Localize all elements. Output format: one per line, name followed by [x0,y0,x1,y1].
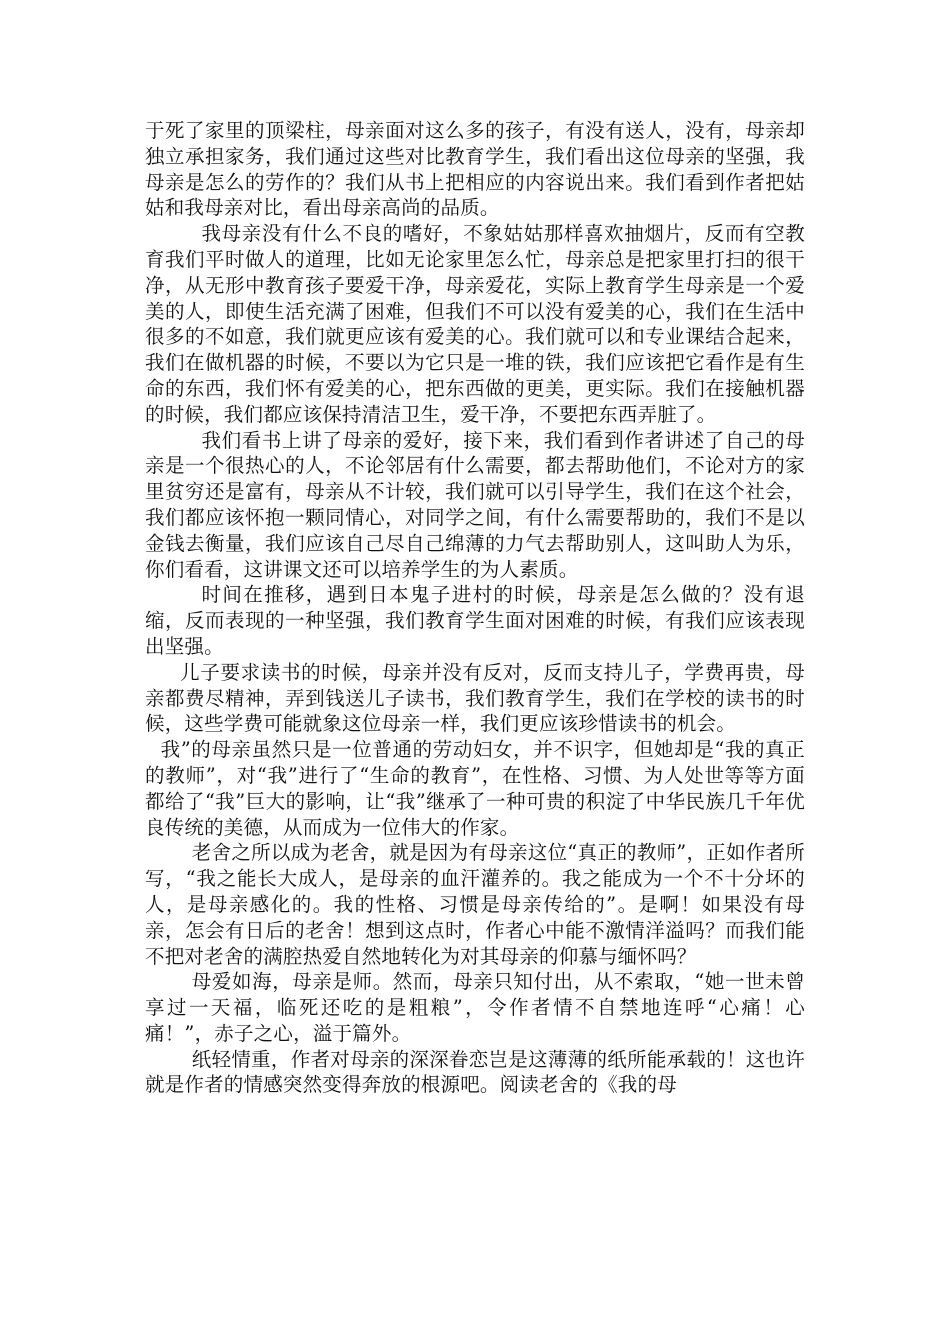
paragraph-4: 时间在推移，遇到日本鬼子进村的时候，母亲是怎么做的？没有退缩，反而表现的一种坚强，我们教育学生面对困难的时候，有我们应该表现出坚强。 [145,583,805,658]
document-page [145,118,805,1098]
paragraph-2: 我母亲没有什么不良的嗜好，不象姑姑那样喜欢抽烟片，反而有空教育我们平时做人的道理，比如无论家里怎么忙，母亲总是把家里打扫的很干净，从无形中教育孩子要爱干净，母亲爱花，实际上教育学生母亲是一个爱美的人，即使生活充满了困难，但我们不可以没有爱美的心，我们在生活中很多的不如意，我们就更应该有爱美的心。我们就可以和专业课结合起来，我们在做机器的时候，不要以为它只是一堆的铁，我们应该把它看作是有生命的东西，我们怀有爱美的心，把东西做的更美，更实际。我们在接触机器的时候，我们都应该保持清洁卫生，爱干净，不要把东西弄脏了。 [145,222,805,426]
paragraph-7: 老舍之所以成为老舍，就是因为有母亲这位“真正的教师”，正如作者所写，“我之能长大成人，是母亲的血汗灌养的。我之能成为一个不十分坏的人，是母亲感化的。我的性格、习惯是母亲传给的”。是啊！如果没有母亲，怎会有日后的老舍！想到这点时，作者心中能不激情洋溢吗？而我们能不把对老舍的满腔热爱自然地转化为对其母亲的仰慕与缅怀吗？ [145,841,805,968]
paragraph-6: 我”的母亲虽然只是一位普通的劳动妇女，并不识字，但她却是“我的真正的教师”，对“我”进行了“生命的教育”，在性格、习惯、为人处世等等方面都给了“我”巨大的影响，让“我”继承了一种可贵的积淀了中华民族几千年优良传统的美德，从而成为一位伟大的作家。 [145,738,805,839]
paragraph-5: 儿子要求读书的时候，母亲并没有反对，反而支持儿子，学费再贵，母亲都费尽精神，弄到钱送儿子读书，我们教育学生，我们在学校的读书的时候，这些学费可能就象这位母亲一样，我们更应该珍惜读书的机会。 [145,660,805,736]
paragraph-1: 于死了家里的顶梁柱，母亲面对这么多的孩子，有没有送人，没有，母亲却独立承担家务，我们通过这些对比教育学生，我们看出这位母亲的坚强，我母亲是怎么的劳作的？我们从书上把相应的内容说出来。我们看到作者把姑姑和我母亲对比，看出母亲高尚的品质。 [145,119,805,220]
paragraph-9: 纸轻情重，作者对母亲的深深眷恋岂是这薄薄的纸所能承载的！这也许就是作者的情感突然变得奔放的根源吧。阅读老舍的《我的母 [145,1047,805,1097]
paragraph-8: 母爱如海，母亲是师。然而，母亲只知付出，从不索取，“她一世未曾享过一天福，临死还吃的是粗粮”，令作者情不自禁地连呼“心痛！心痛！”，赤子之心，溢于篇外。 [145,970,805,1045]
paragraph-3: 我们看书上讲了母亲的爱好，接下来，我们看到作者讲述了自己的母亲是一个很热心的人，不论邻居有什么需要，都去帮助他们，不论对方的家里贫穷还是富有，母亲从不计较，我们就可以引导学生，我们在这个社会，我们都应该怀抱一颗同情心，对同学之间，有什么需要帮助的，我们不是以金钱去衡量，我们应该自己尽自己绵薄的力气去帮助别人，这叫助人为乐，你们看看，这讲课文还可以培养学生的为人素质。 [145,428,805,581]
